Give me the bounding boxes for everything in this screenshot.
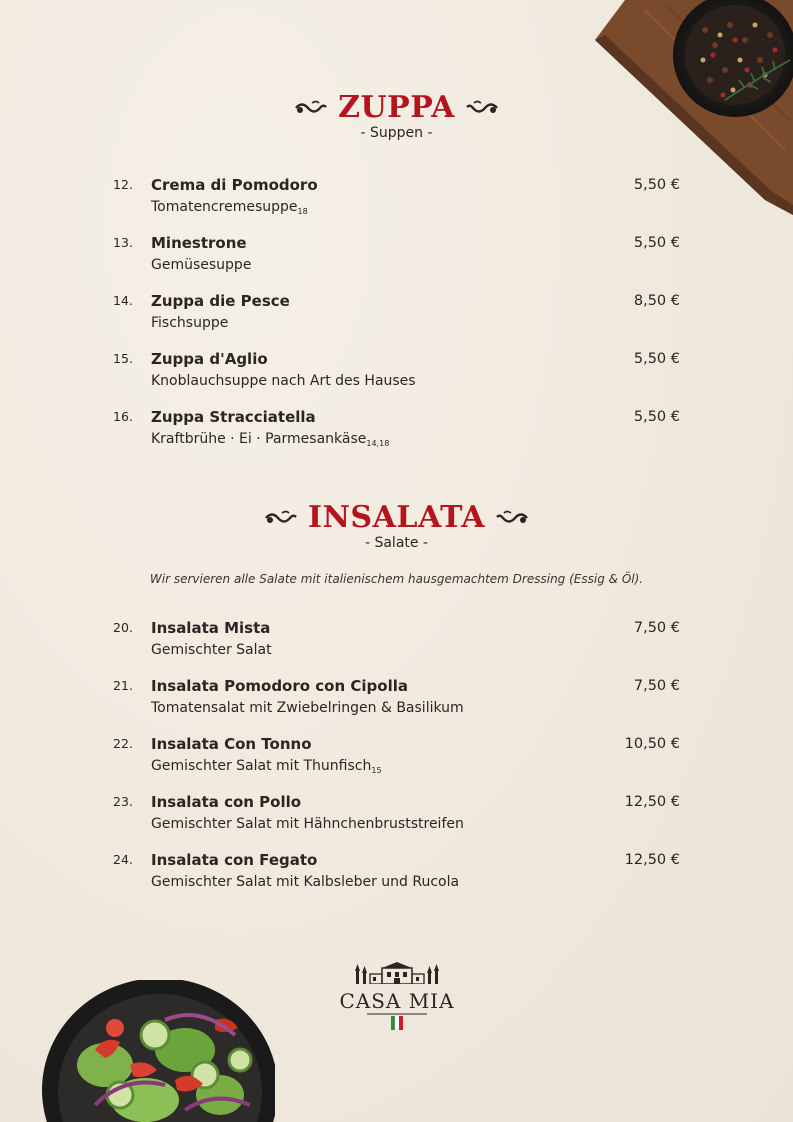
item-name: Minestrone — [151, 234, 247, 252]
item-number: 23. — [113, 794, 133, 809]
allergen-code: 15 — [371, 766, 382, 775]
item-description: Gemischter Salat mit Hähnchenbruststreifen — [151, 816, 464, 832]
allergen-code: 18 — [297, 207, 308, 216]
item-price: 5,50 € — [633, 177, 680, 193]
section-subtitle: - Salate - — [364, 535, 429, 551]
item-number: 24. — [113, 852, 133, 867]
item-description: Gemischter Salat — [151, 642, 272, 658]
casa-mia-logo — [333, 962, 461, 1034]
item-number: 13. — [113, 235, 133, 250]
flourish-right-icon — [495, 509, 529, 527]
section-subtitle: - Suppen - — [360, 125, 433, 141]
item-number: 21. — [113, 678, 133, 693]
item-name: Crema di Pomodoro — [151, 176, 318, 194]
item-name: Zuppa die Pesce — [151, 292, 290, 310]
item-price: 5,50 € — [633, 235, 680, 251]
salad-bowl-image — [35, 980, 275, 1122]
section-header-insalata — [0, 502, 793, 552]
flourish-left-icon — [264, 509, 298, 527]
item-name: Insalata Pomodoro con Cipolla — [151, 677, 408, 695]
item-description: Tomatensalat mit Zwiebelringen & Basilikum — [151, 700, 464, 716]
item-number: 12. — [113, 177, 133, 192]
item-price: 8,50 € — [633, 293, 680, 309]
item-price: 5,50 € — [633, 351, 680, 367]
item-description: Kraftbrühe · Ei · Parmesankäse$_{14,18}$ — [151, 431, 390, 448]
item-name: Zuppa Stracciatella — [151, 408, 316, 426]
item-name: Insalata con Fegato — [151, 851, 318, 869]
salad-dressing-note: Wir servieren alle Salate mit italienischem hausgemachtem Dressing (Essig & Öl). — [149, 572, 644, 586]
item-number: 16. — [113, 409, 133, 424]
item-description: Gemüsesuppe — [151, 257, 252, 273]
logo-text: CASA MIA — [339, 989, 455, 1013]
villa-icon — [352, 962, 442, 984]
item-number: 14. — [113, 293, 133, 308]
item-name: Insalata Con Tonno — [151, 735, 312, 753]
item-description: Fischsuppe — [151, 315, 229, 331]
flourish-right-icon — [465, 99, 499, 117]
item-number: 22. — [113, 736, 133, 751]
item-name: Insalata con Pollo — [151, 793, 302, 811]
item-price: 5,50 € — [633, 409, 680, 425]
item-price: 7,50 € — [633, 678, 680, 694]
item-name: Insalata Mista — [151, 619, 271, 637]
item-number: 20. — [113, 620, 133, 635]
item-price: 12,50 € — [624, 794, 680, 810]
item-description: Tomatencremesuppe$_{18}$ — [151, 199, 308, 216]
flourish-left-icon — [294, 99, 328, 117]
item-description: Gemischter Salat mit Kalbsleber und Rucola — [151, 874, 460, 890]
section-header-zuppa — [0, 92, 793, 142]
italian-flag-icon — [367, 1012, 427, 1030]
item-name: Zuppa d'Aglio — [151, 350, 268, 368]
section-title: ZUPPA — [338, 90, 455, 125]
item-description: Knoblauchsuppe nach Art des Hauses — [151, 373, 416, 389]
item-price: 10,50 € — [624, 736, 680, 752]
item-price: 7,50 € — [633, 620, 680, 636]
item-description: Gemischter Salat mit Thunfisch$_{15}$ — [151, 758, 382, 775]
item-price: 12,50 € — [624, 852, 680, 868]
section-title: INSALATA — [307, 500, 486, 535]
item-number: 15. — [113, 351, 133, 366]
allergen-code: 14,18 — [366, 439, 390, 448]
